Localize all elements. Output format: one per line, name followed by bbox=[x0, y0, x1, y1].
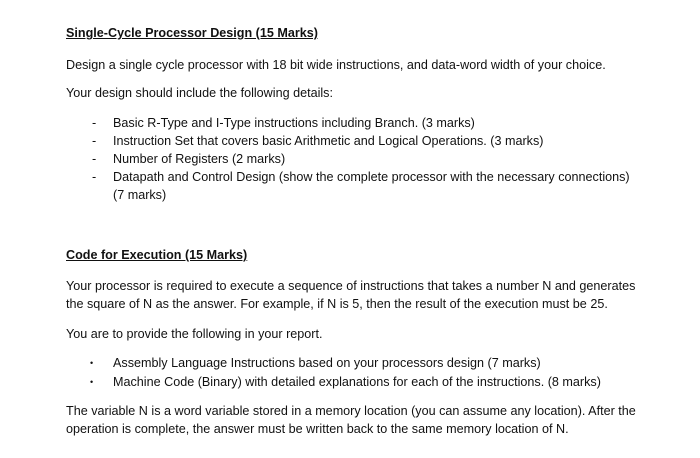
variable-paragraph-line-2: operation is complete, the answer must be written back to the same memory location of N. bbox=[66, 422, 569, 436]
section-heading-code-execution: Code for Execution (15 Marks) bbox=[66, 248, 248, 262]
intro-paragraph: Design a single cycle processor with 18 bit wide instructions, and data-word width of your choice. bbox=[66, 58, 606, 72]
list-item bbox=[66, 132, 666, 150]
list-item-text: (7 marks) bbox=[113, 188, 167, 202]
details-lead-text: Your design should include the following details: bbox=[66, 86, 333, 100]
report-list bbox=[66, 354, 666, 392]
bullet-marker: • bbox=[90, 358, 94, 368]
list-item-text: Instruction Set that covers basic Arithmetic and Logical Operations. (3 marks) bbox=[113, 134, 544, 148]
section-heading-processor-design: Single-Cycle Processor Design (15 Marks) bbox=[66, 26, 318, 40]
list-item bbox=[66, 150, 666, 168]
list-item-text: Machine Code (Binary) with detailed explanations for each of the instructions. (8 marks) bbox=[113, 375, 601, 389]
details-list bbox=[66, 114, 666, 204]
list-item bbox=[66, 114, 666, 132]
list-item-text: Datapath and Control Design (show the complete processor with the necessary connections) bbox=[113, 170, 630, 184]
variable-paragraph-line-1: The variable N is a word variable stored in a memory location (you can assume any location). After the bbox=[66, 404, 636, 418]
dash-marker: - bbox=[92, 134, 97, 148]
list-item-continuation bbox=[66, 186, 666, 204]
report-lead-text: You are to provide the following in your report. bbox=[66, 327, 323, 341]
list-item-text: Number of Registers (2 marks) bbox=[113, 152, 286, 166]
list-item-text: Assembly Language Instructions based on your processors design (7 marks) bbox=[113, 356, 541, 370]
bullet-marker: • bbox=[90, 377, 94, 387]
dash-marker: - bbox=[92, 152, 97, 166]
task-paragraph-line-2: the square of N as the answer. For example, if N is 5, then the result of the execution must be 25. bbox=[66, 297, 608, 311]
task-paragraph-line-1: Your processor is required to execute a sequence of instructions that takes a number N and generates bbox=[66, 279, 636, 293]
list-item bbox=[66, 373, 666, 392]
dash-marker: - bbox=[92, 116, 97, 130]
dash-marker: - bbox=[92, 170, 97, 184]
list-item bbox=[66, 168, 666, 186]
list-item-text: Basic R-Type and I-Type instructions including Branch. (3 marks) bbox=[113, 116, 475, 130]
list-item bbox=[66, 354, 666, 373]
